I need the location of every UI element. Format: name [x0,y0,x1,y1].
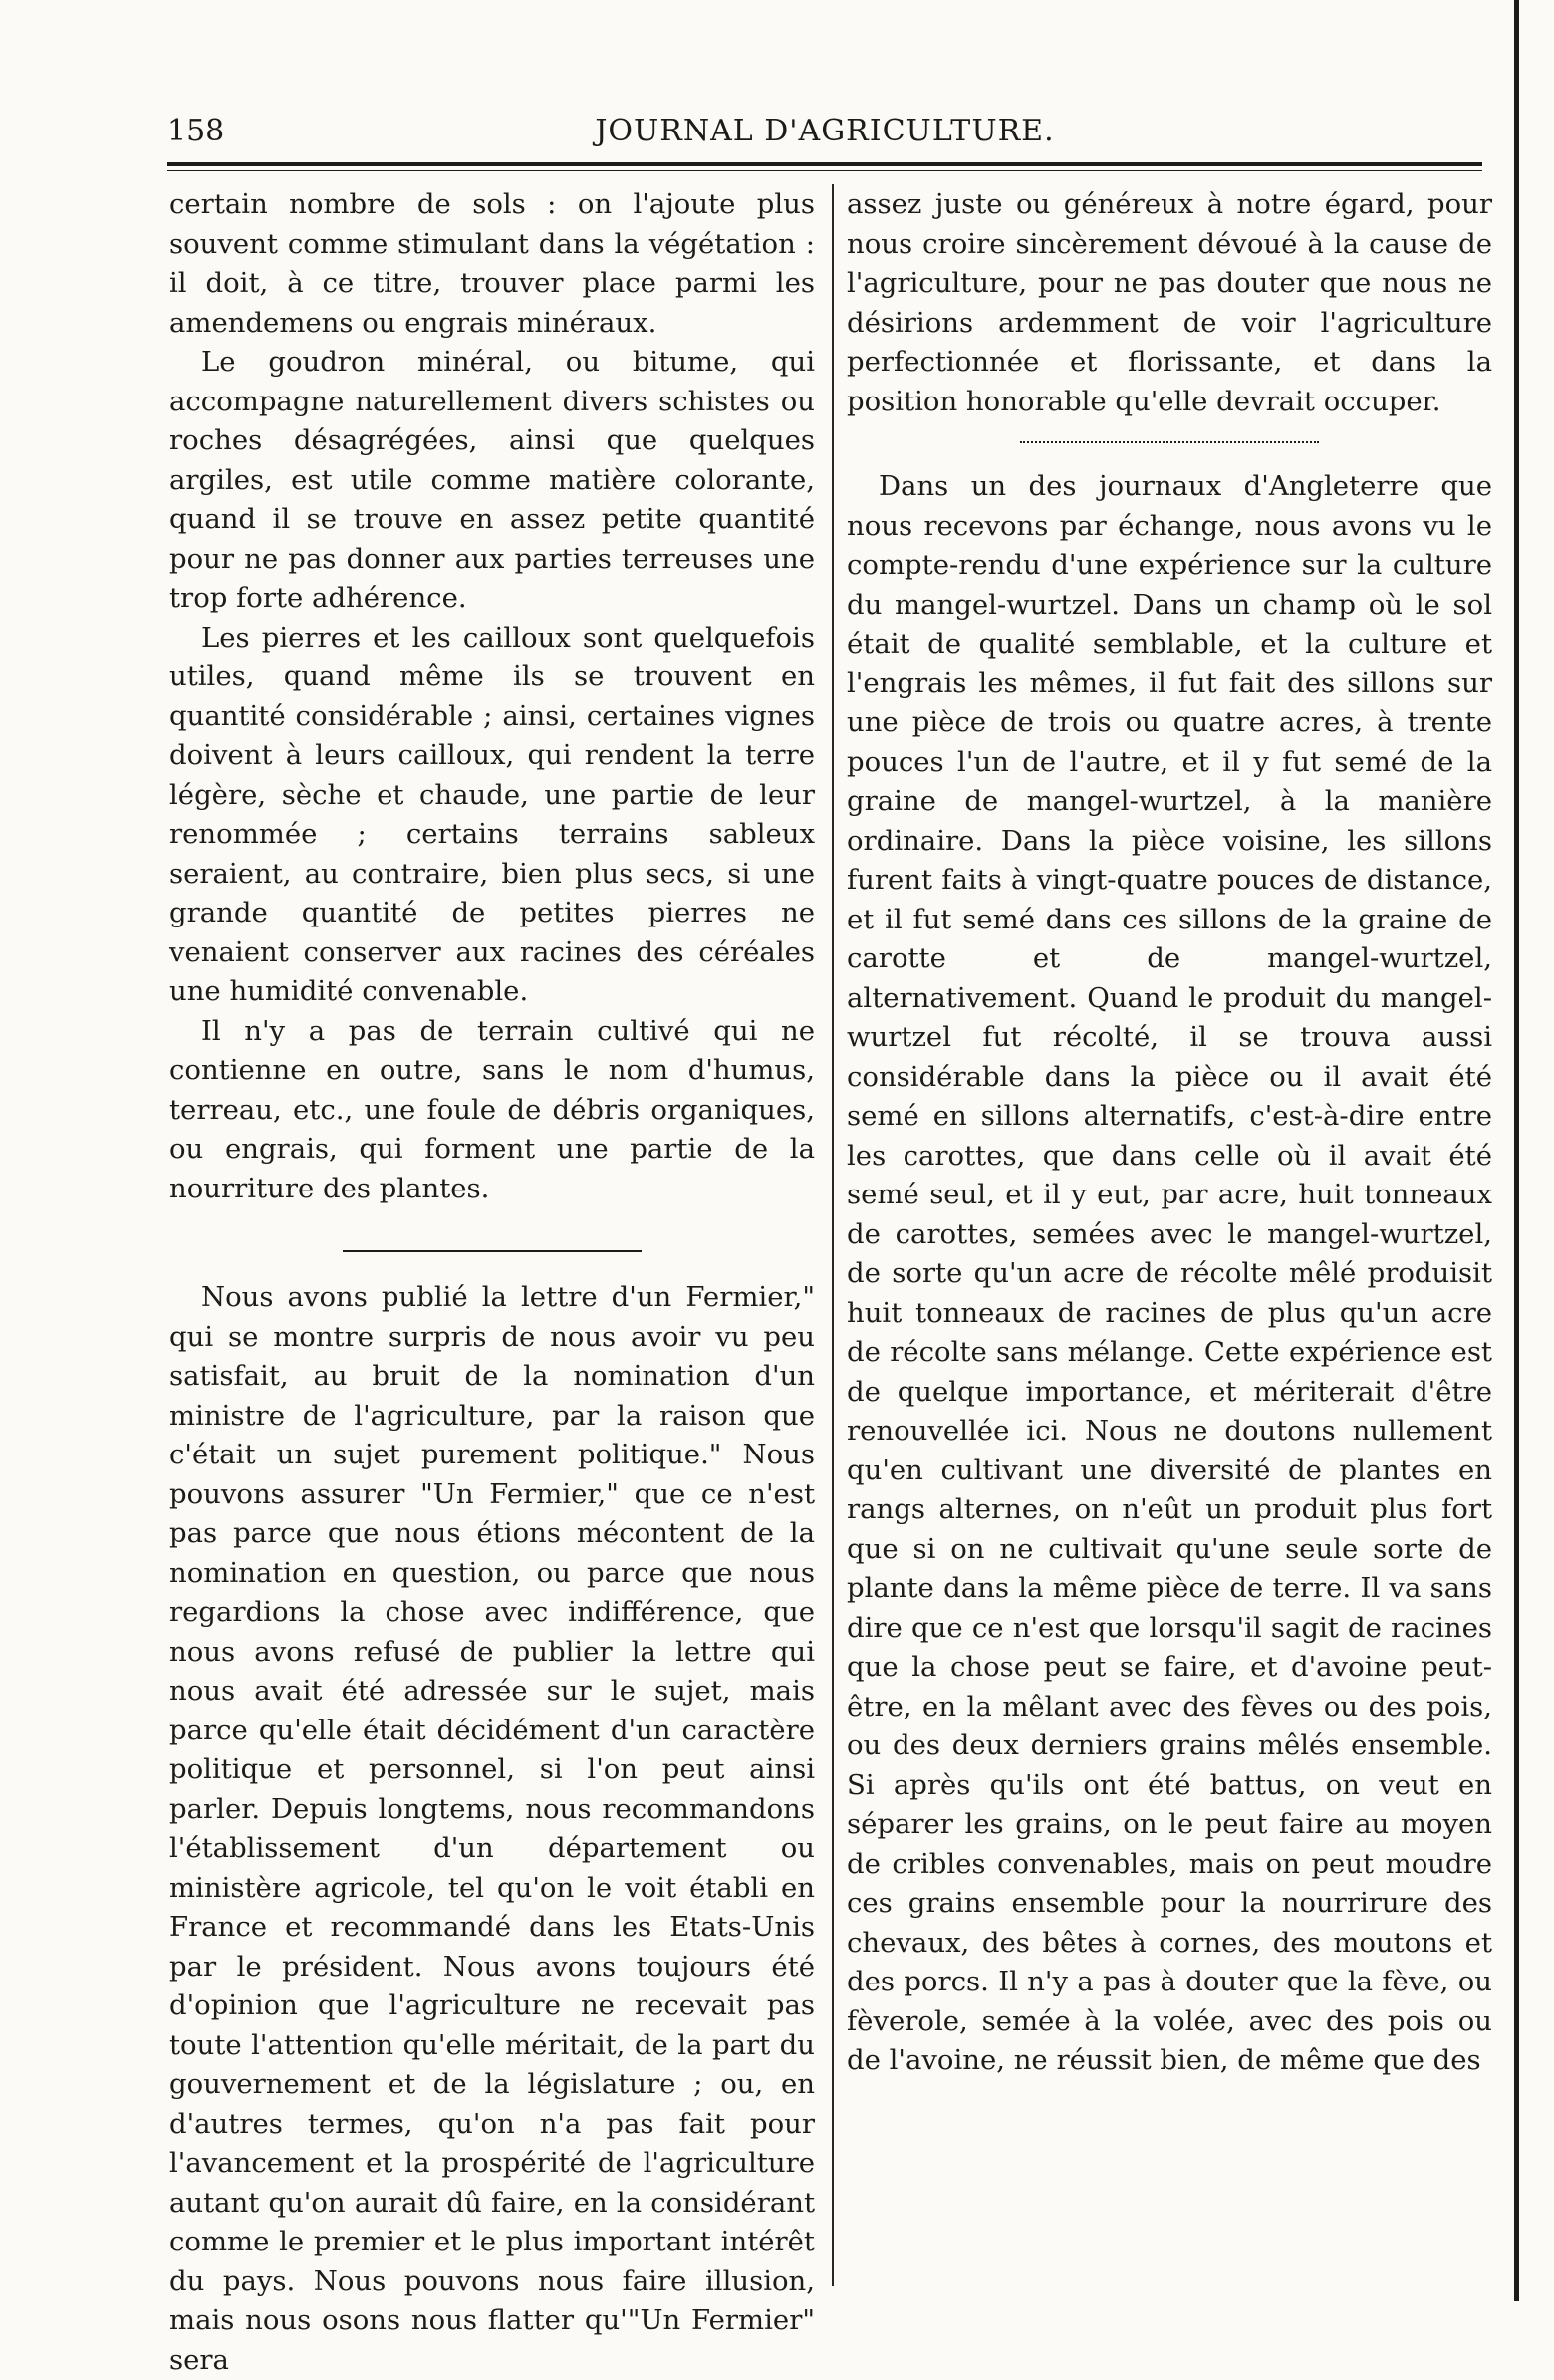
header-rule-thick [167,162,1482,166]
page-edge-rule [1514,0,1519,2301]
paragraph: Le goudron minéral, ou bitume, qui accompagne naturellement divers schistes ou roches désagrégées, ainsi que quelques argiles, est utile comme matière colorante, quand il se trouve en assez petite quantité pour ne pas donner aux parties terreuses une trop forte adhérence. [169,346,815,614]
left-column [169,185,815,2380]
column-divider [832,184,834,2286]
right-column [847,185,1492,2081]
paragraph: Dans un des journaux d'Angleterre que nous recevons par échange, nous avons vu le compte-rendu d'une expérience sur la culture du mangel-wurtzel. Dans un champ où le sol était de qualité semblable, et la culture et l'engrais les mêmes, il fut fait des sillons sur une pièce de trois ou quatre acres, à trente pouces l'un de l'autre, et il y fut semé de la graine de mangel-wurtzel, à la manière ordinaire. Dans la pièce voisine, les sillons furent faits à vingt-quatre pouces de distance, et il fut semé dans ces sillons de la graine de carotte et de mangel-wurtzel, alternativement. Quand le produit du mangel-wurtzel fut récolté, il se trouva aussi considérable dans la pièce ou il avait été semé en sillons alternatifs, c'est-à-dire entre les carottes, que dans celle où il avait été semé seul, et il y eut, par acre, huit tonneaux de carottes, semées avec le mangel-wurtzel, de sorte qu'un acre de récolte mêlé produisit huit tonneaux de racines de plus qu'un acre de récolte sans mélange. Cette expérience est de quelque importance, et mériterait d'être renouvellée ici. Nous ne doutons nullement qu'en cultivant une diversité de plantes en rangs alternes, on n'eût un produit plus fort que si on ne cultivait qu'une seule sorte de plante dans la même pièce de terre. Il va sans dire que ce n'est que lorsqu'il sagit de racines que la chose peut se faire, et d'avoine peut-être, en la mêlant avec des fèves ou des pois, ou des deux derniers grains mêlés ensemble. Si après qu'ils ont été battus, on veut en séparer les grains, on le peut faire au moyen de cribles convenables, mais on peut moudre ces grains ensemble pour la nourrirure des chevaux, des bêtes à cornes, des moutons et des porcs. Il n'y a pas à douter que la fève, ou fèverole, semée à la volée, avec des pois ou de l'avoine, ne réussit bien, de même que des [847,470,1492,2076]
paragraph: assez juste ou généreux à notre égard, pour nous croire sincèrement dévoué à la cause de l'agriculture, pour ne pas douter que nous ne désirions ardemment de voir l'agriculture perfectionnée et florissante, et dans la position honorable qu'elle devrait occuper. [847,188,1492,417]
paragraph: certain nombre de sols : on l'ajoute plus souvent comme stimulant dans la végétation : il doit, à ce titre, trouver place parmi les amendemens ou engrais minéraux. [169,188,815,339]
article-separator [1020,441,1319,443]
page-header [167,114,1482,157]
paragraph: Il n'y a pas de terrain cultivé qui ne contienne en outre, sans le nom d'humus, terreau, etc., une foule de débris organiques, ou engrais, qui forment une partie de la nourriture des plantes. [169,1014,815,1204]
running-head: JOURNAL D'AGRICULTURE. [595,114,1055,148]
article-separator [343,1250,642,1252]
paragraph: Les pierres et les cailloux sont quelquefois utiles, quand même ils se trouvent en quantité considérable ; ainsi, certaines vignes doivent à leurs cailloux, qui rendent la terre légère, sèche et chaude, une partie de leur renommée ; certains terrains sableux seraient, au contraire, bien plus secs, si une grande quantité de petites pierres ne venaient conserver aux racines des céréales une humidité convenable. [169,621,815,1007]
page-number: 158 [167,114,225,148]
paragraph: Nous avons publié la lettre d'un Fermier," qui se montre surpris de nous avoir vu peu satisfait, au bruit de la nomination d'un ministre de l'agriculture, par la raison que c'était un sujet purement politique." Nous pouvons assurer "Un Fermier," que ce n'est pas parce que nous étions mécontent de la nomination en question, ou parce que nous regardions la chose avec indifférence, que nous avons refusé de publier la lettre qui nous avait été adressée sur le sujet, mais parce qu'elle était décidément d'un caractère politique et personnel, si l'on peut ainsi parler. Depuis longtems, nous recommandons l'établissement d'un département ou ministère agricole, tel qu'on le voit établi en France et recommandé dans les Etats-Unis par le président. Nous avons toujours été d'opinion que l'agriculture ne recevait pas toute l'attention qu'elle méritait, de la part du gouvernement et de la législature ; ou, en d'autres termes, qu'on n'a pas fait pour l'avancement et la prospérité de l'agriculture autant qu'on aurait dû faire, en la considérant comme le premier et le plus important intérêt du pays. Nous pouvons nous faire illusion, mais nous osons nous flatter qu'"Un Fermier" sera [169,1281,815,2376]
header-rule-thin [167,170,1482,171]
